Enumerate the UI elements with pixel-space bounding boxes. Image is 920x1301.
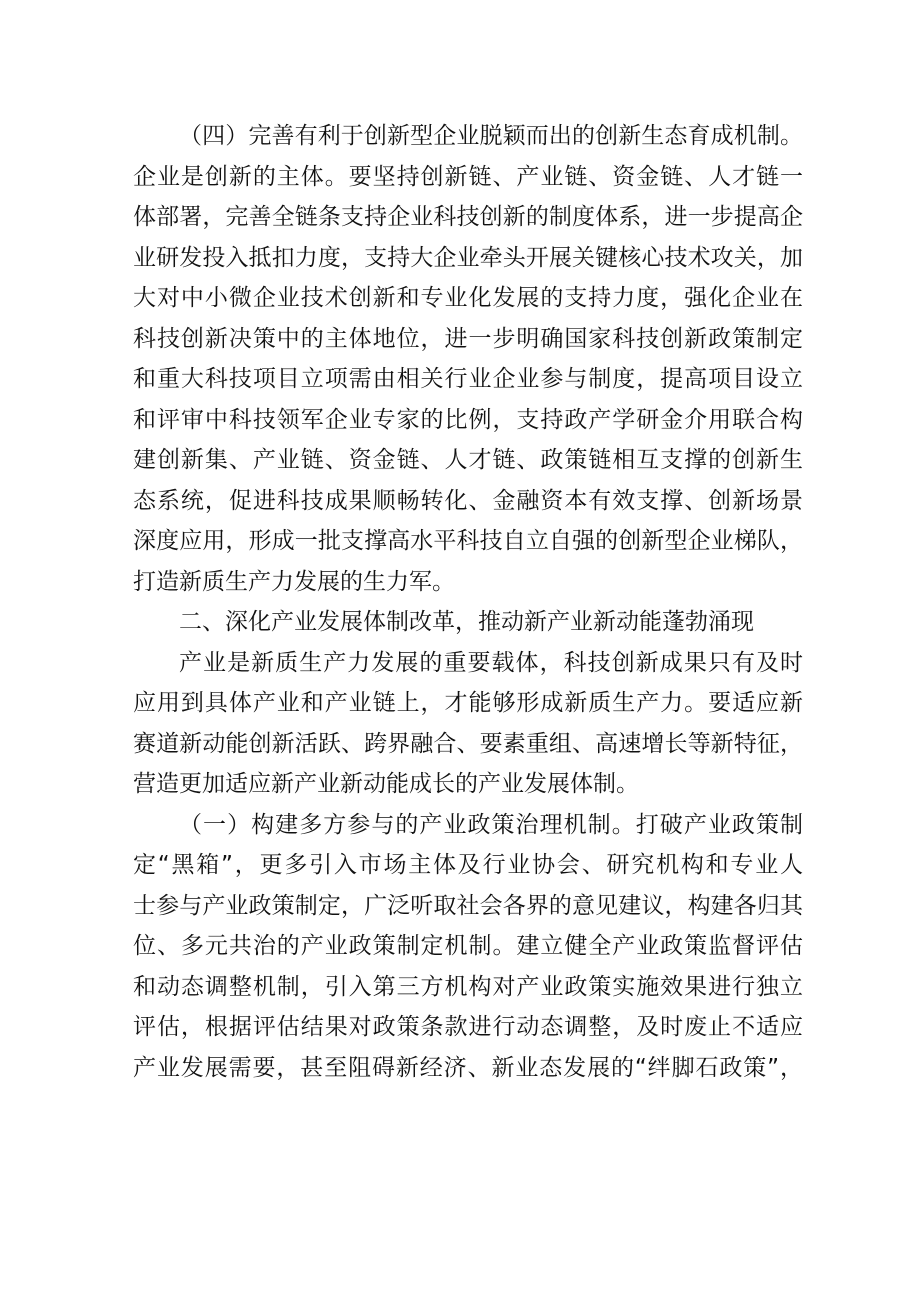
text-line: 士参与产业政策制定，广泛听取社会各界的意见建议，构建各归其 <box>133 892 803 919</box>
text-line: 科技创新决策中的主体地位，进一步明确国家科技创新政策制定 <box>133 325 803 352</box>
text-line: 应用到具体产业和产业链上，才能够形成新质生产力。要适应新 <box>133 690 803 716</box>
text-line: 深度应用，形成一批支撑高水平科技自立自强的创新型企业梯队， <box>133 528 803 554</box>
text-line: 二、深化产业发展体制改革，推动新产业新动能蓬勃涌现 <box>179 609 754 635</box>
text-line: 定“黑箱”，更多引入市场主体及行业协会、研究机构和专业人 <box>133 852 803 878</box>
text-line: 业研发投入抵扣力度，支持大企业牵头开展关键核心技术攻关，加 <box>133 244 803 271</box>
text-line: 建创新集、产业链、资金链、人才链、政策链相互支撑的创新生 <box>133 447 803 473</box>
text-line: 产业是新质生产力发展的重要载体，科技创新成果只有及时 <box>179 649 803 676</box>
text-line: 大对中小微企业技术创新和专业化发展的支持力度，强化企业在 <box>133 285 803 311</box>
text-line: 和评审中科技领军企业专家的比例，支持政产学研金介用联合构 <box>133 406 803 433</box>
text-line: （四）完善有利于创新型企业脱颖而出的创新生态育成机制。 <box>179 123 803 149</box>
document-body <box>133 116 803 1088</box>
text-line: 态系统，促进科技成果顺畅转化、金融资本有效支撑、创新场景 <box>133 487 803 514</box>
text-line: 产业发展需要，甚至阻碍新经济、新业态发展的“绊脚石政策”， <box>133 1054 803 1081</box>
text-line: 赛道新动能创新活跃、跨界融合、要素重组、高速增长等新特征， <box>133 730 803 757</box>
text-line: 营造更加适应新产业新动能成长的产业发展体制。 <box>133 771 639 797</box>
text-line: （一）构建多方参与的产业政策治理机制。打破产业政策制 <box>179 811 803 838</box>
text-line: 评估，根据评估结果对政策条款进行动态调整，及时废止不适应 <box>133 1014 803 1040</box>
text-line: 打造新质生产力发展的生力军。 <box>133 568 455 595</box>
text-line: 和动态调整机制，引入第三方机构对产业政策实施效果进行独立 <box>133 973 803 1000</box>
text-line: 企业是创新的主体。要坚持创新链、产业链、资金链、人才链一 <box>133 163 803 190</box>
text-line: 和重大科技项目立项需由相关行业企业参与制度，提高项目设立 <box>133 366 803 392</box>
text-line: 体部署，完善全链条支持企业科技创新的制度体系，进一步提高企 <box>133 204 803 230</box>
text-line: 位、多元共治的产业政策制定机制。建立健全产业政策监督评估 <box>133 933 803 959</box>
